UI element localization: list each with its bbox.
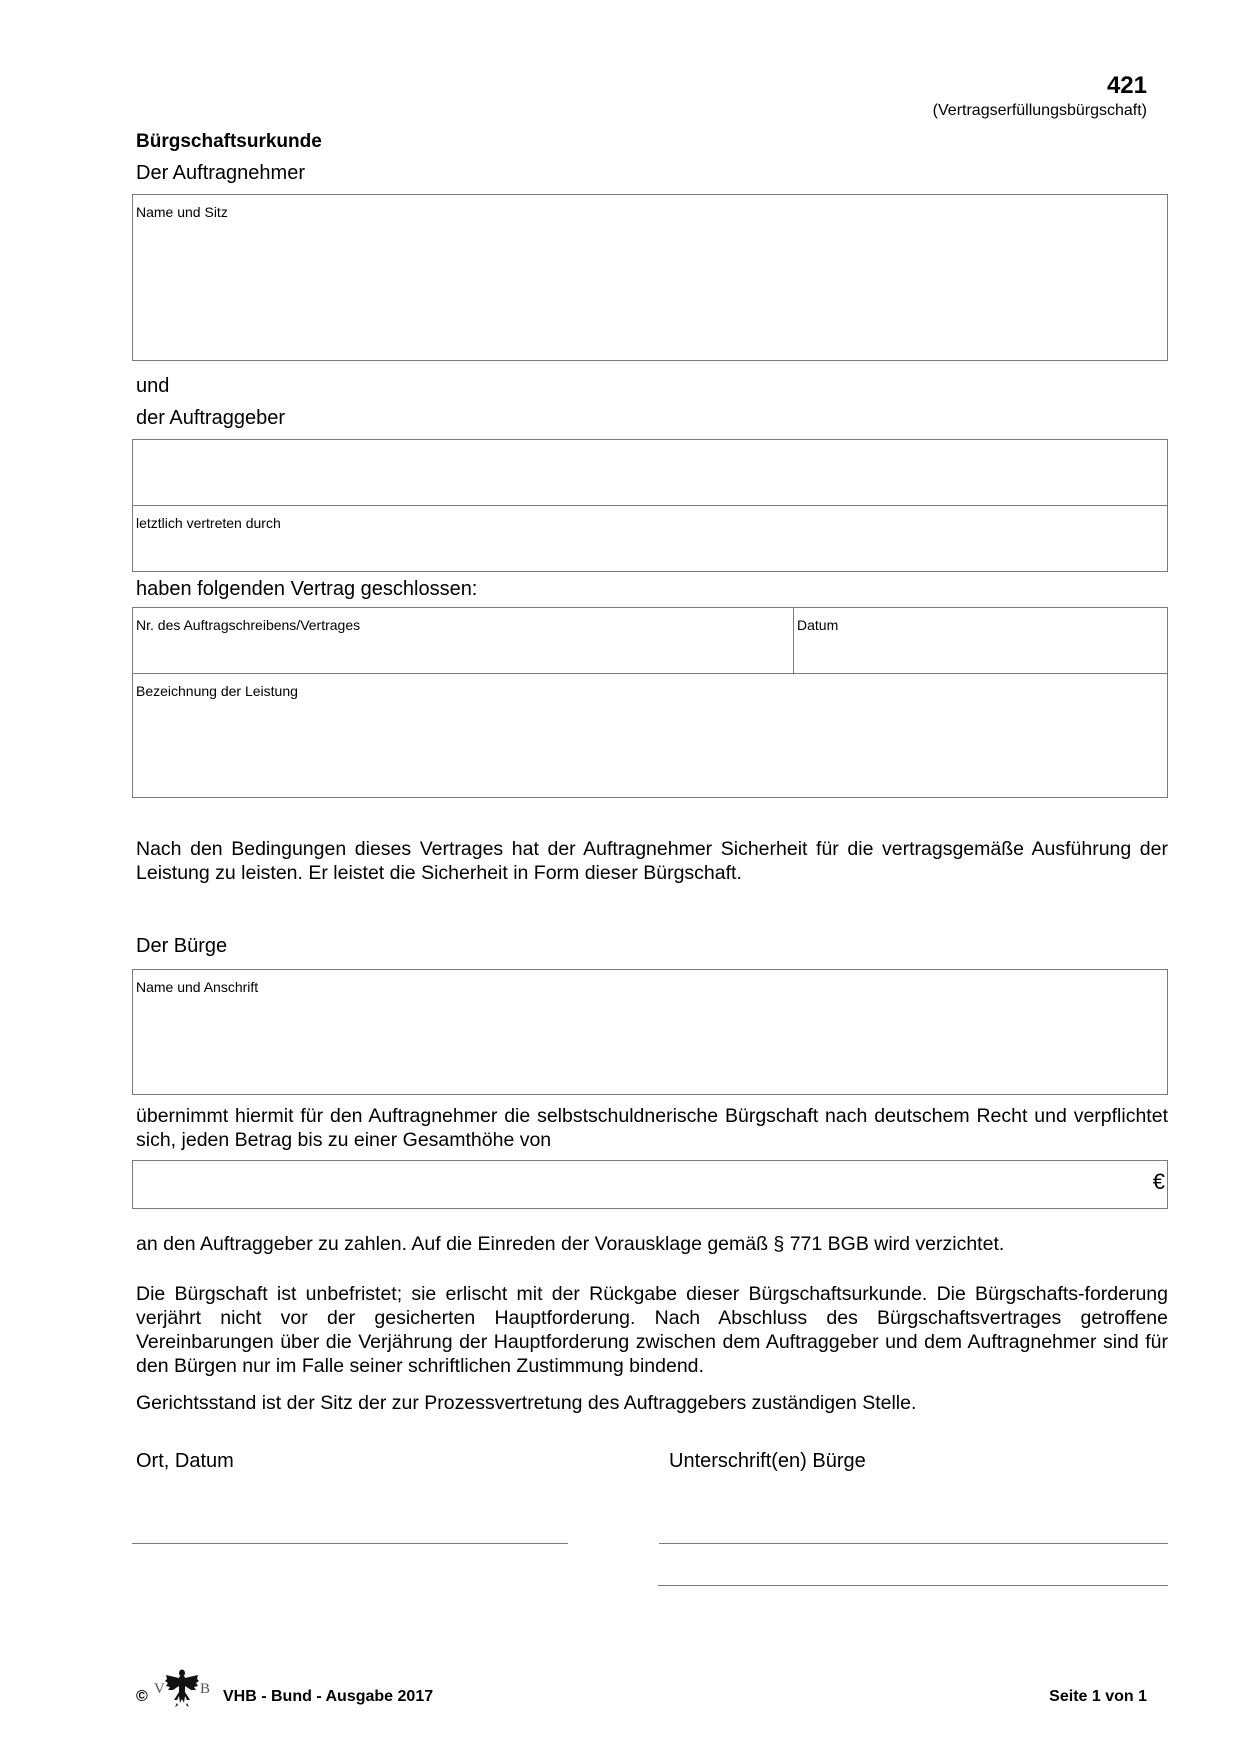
edition-text: VHB - Bund - Ausgabe 2017 bbox=[223, 1688, 434, 1705]
contract-description-field[interactable] bbox=[132, 673, 1168, 798]
eagle-logo bbox=[152, 1667, 212, 1707]
logo-letter-v: V bbox=[154, 1681, 165, 1697]
security-paragraph: Nach den Bedingungen dieses Vertrages hat der Auftragnehmer Sicherheit für die vertragsgemäße Ausführung der Leistung zu leisten. Er leistet die Sicherheit in Form dieser Bürgschaft. bbox=[136, 838, 1168, 884]
payment-paragraph: an den Auftraggeber zu zahlen. Auf die Einreden der Vorausklage gemäß § 771 BGB wird verzichtet. bbox=[136, 1233, 1005, 1255]
jurisdiction-paragraph: Gerichtsstand ist der Sitz der zur Prozessvertretung des Auftraggebers zuständigen Stelle. bbox=[136, 1392, 917, 1414]
form-subtitle: (Vertragserfüllungsbürgschaft) bbox=[932, 102, 1147, 119]
place-date-label: Ort, Datum bbox=[136, 1450, 234, 1472]
term-paragraph: Die Bürgschaft ist unbefristet; sie erlischt mit der Rückgabe dieser Bürgschaftsurkunde. Die Bürgschafts-forderung verjährt nicht vor der gesicherten Hauptforderung. Nach Abschluss des Bürgschaftsvertrages getroffene Vereinbarungen über die Verjährung der Hauptforderung zwischen dem Auftraggeber und dem Auftragnehmer sind für den Bürgen nur im Falle seiner schriftlichen Zustimmung bindend. bbox=[136, 1283, 1168, 1377]
contract-date-label: Datum bbox=[797, 617, 839, 633]
logo-letter-b: B bbox=[200, 1681, 211, 1697]
contractor-heading: Der Auftragnehmer bbox=[136, 162, 305, 184]
guarantor-name-field[interactable] bbox=[132, 969, 1168, 1095]
signature-line-1[interactable] bbox=[659, 1543, 1168, 1544]
signature-label: Unterschrift(en) Bürge bbox=[669, 1450, 866, 1472]
contractor-name-label: Name und Sitz bbox=[136, 204, 228, 220]
contract-description-label: Bezeichnung der Leistung bbox=[136, 683, 298, 699]
document-title: Bürgschaftsurkunde bbox=[136, 131, 322, 152]
client-name-field[interactable] bbox=[132, 439, 1168, 506]
contract-heading: haben folgenden Vertrag geschlossen: bbox=[136, 578, 478, 600]
contract-number-label: Nr. des Auftragschreibens/Vertrages bbox=[136, 617, 361, 633]
contract-date-field[interactable] bbox=[793, 607, 1168, 674]
form-number: 421 bbox=[1106, 72, 1147, 99]
contractor-name-field[interactable] bbox=[132, 194, 1168, 361]
obligation-paragraph: übernimmt hiermit für den Auftragnehmer die selbstschuldnerische Bürgschaft nach deutschem Recht und verpflichtet sich, jeden Betrag bis zu einer Gesamthöhe von bbox=[136, 1105, 1168, 1151]
guarantor-name-label: Name und Anschrift bbox=[136, 979, 259, 995]
amount-field[interactable] bbox=[132, 1160, 1168, 1209]
contract-number-field[interactable] bbox=[132, 607, 794, 674]
client-represented-field[interactable] bbox=[132, 505, 1168, 572]
place-date-line[interactable] bbox=[132, 1543, 568, 1544]
signature-line-2[interactable] bbox=[658, 1585, 1168, 1586]
client-heading: der Auftraggeber bbox=[136, 407, 285, 429]
client-represented-label: letztlich vertreten durch bbox=[136, 515, 281, 531]
connector-text: und bbox=[136, 375, 170, 397]
eagle-icon bbox=[164, 1667, 200, 1707]
page-number: Seite 1 von 1 bbox=[1049, 1688, 1147, 1705]
euro-sign: € bbox=[1152, 1169, 1165, 1194]
guarantor-heading: Der Bürge bbox=[136, 935, 228, 957]
copyright-symbol: © bbox=[136, 1688, 148, 1705]
